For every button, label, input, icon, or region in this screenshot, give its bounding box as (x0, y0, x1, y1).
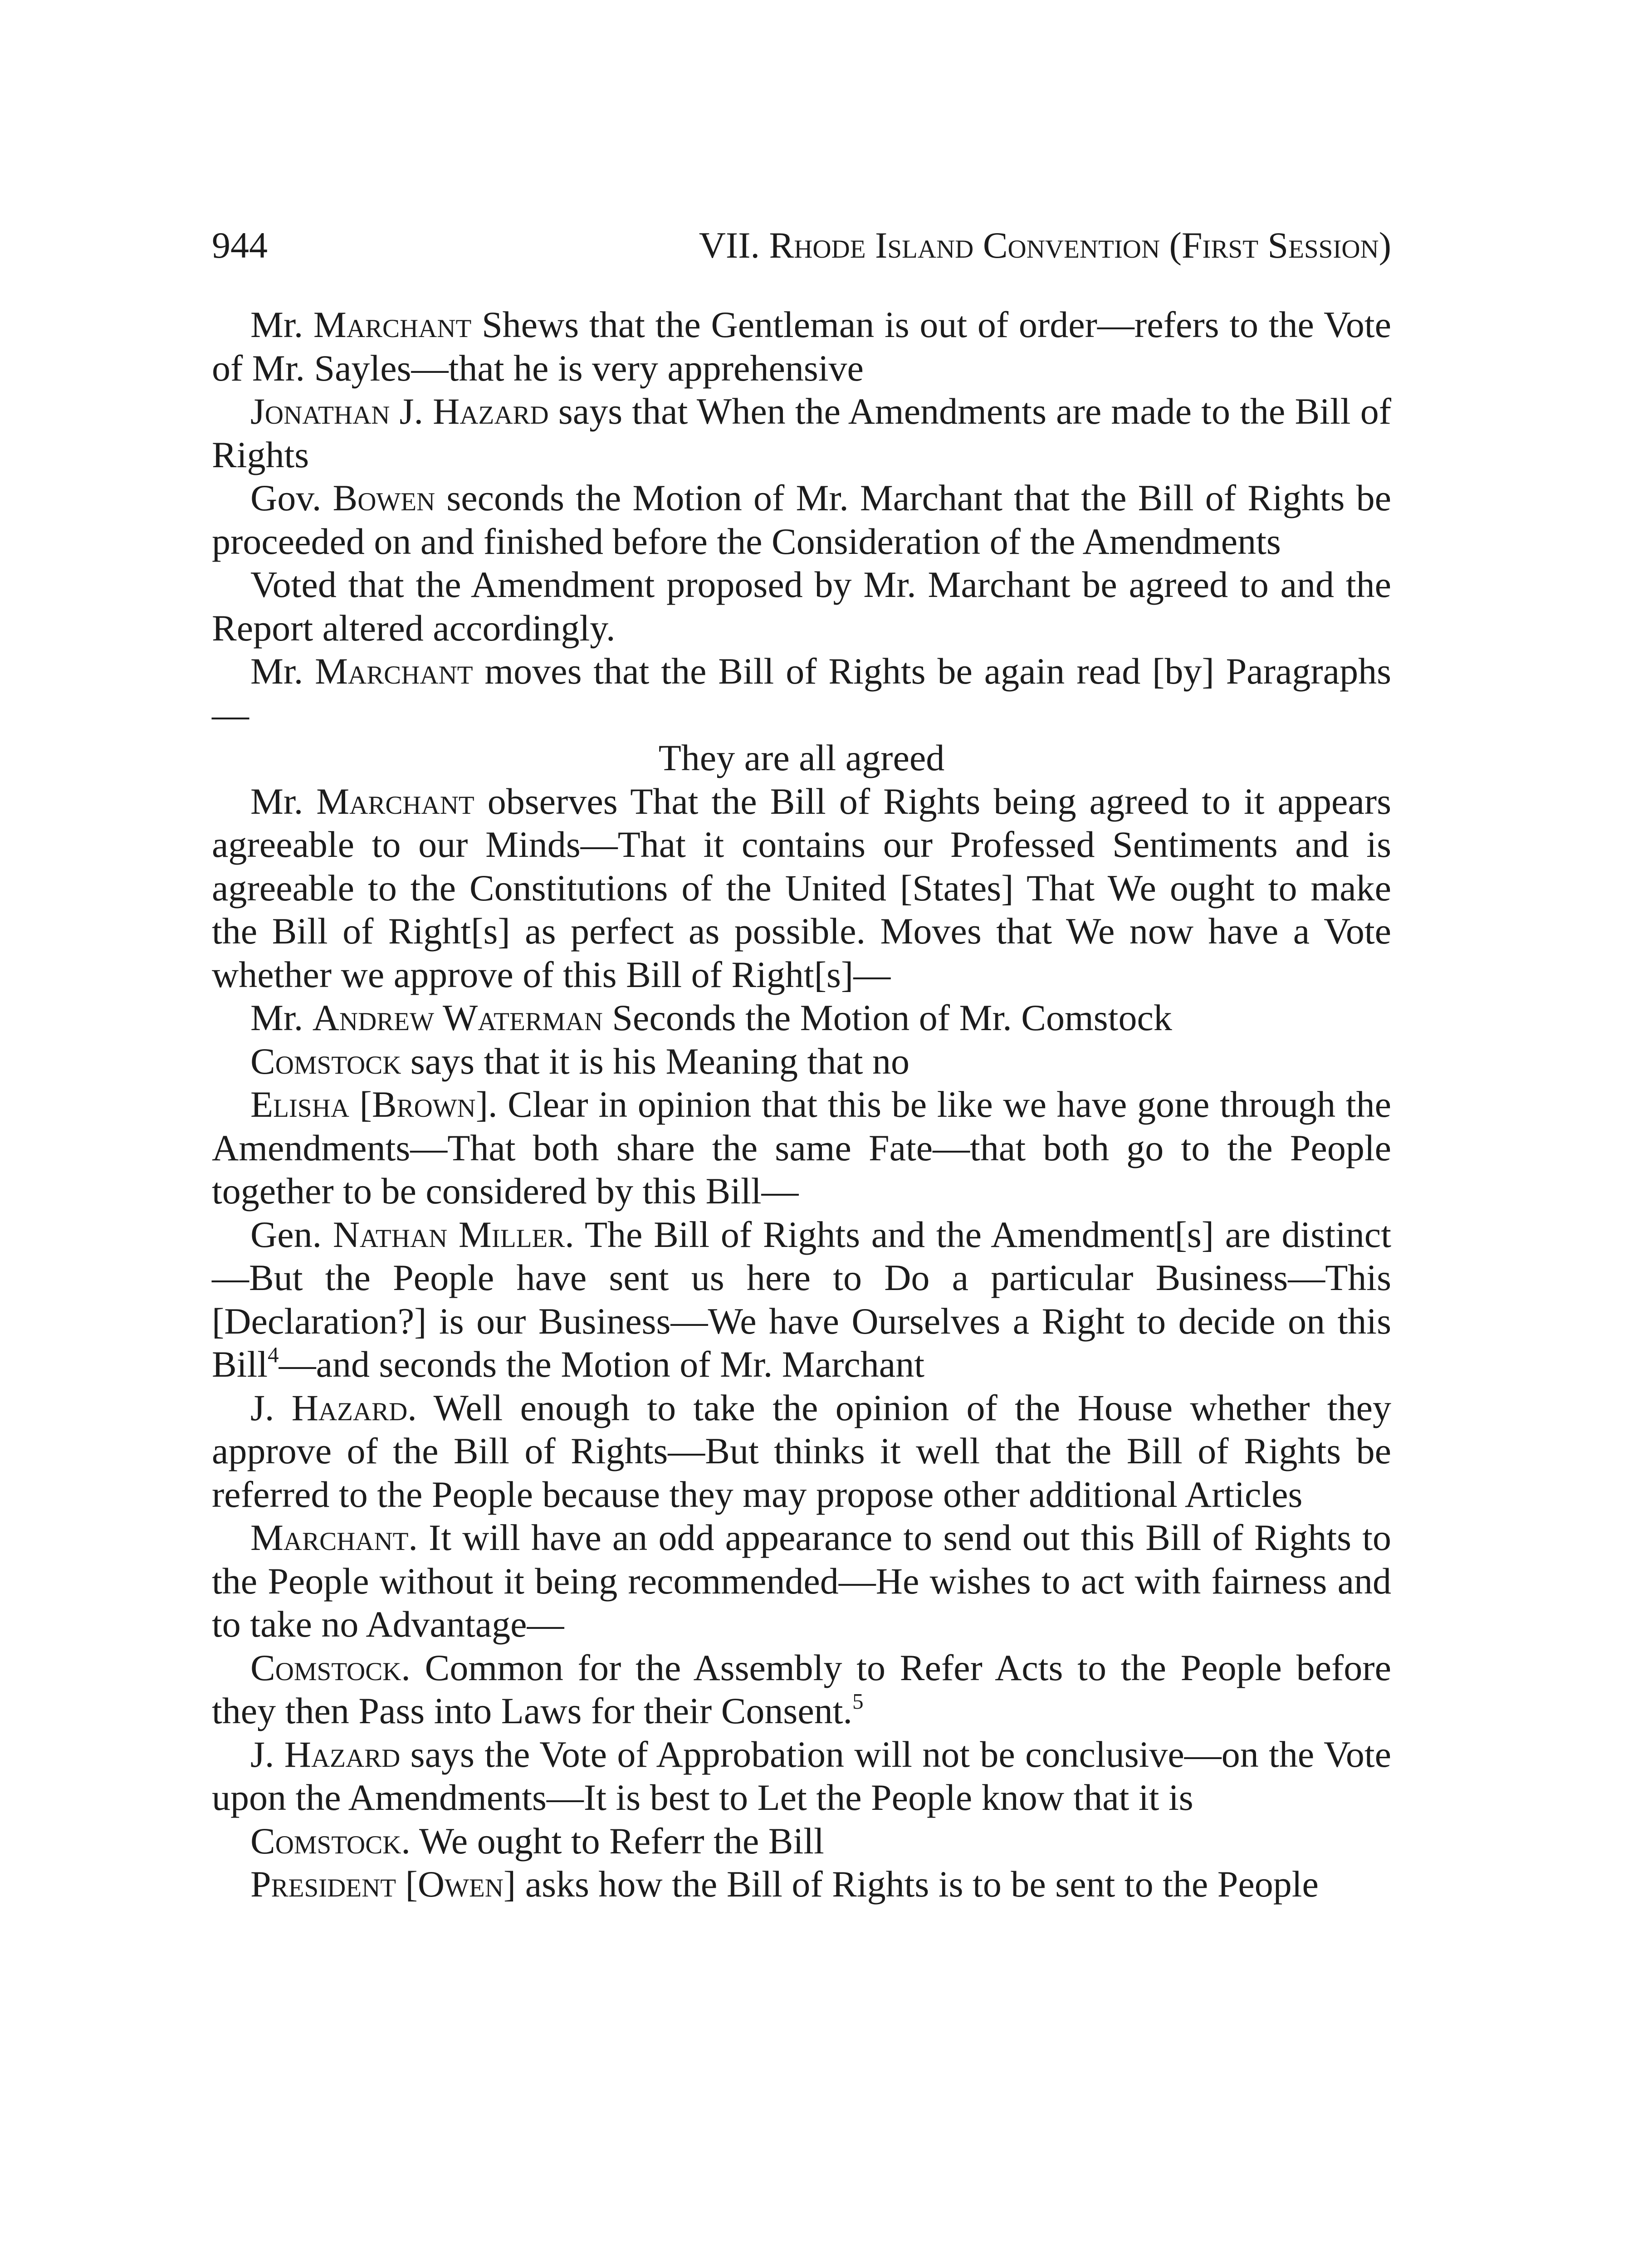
paragraph-text: [ (349, 1084, 372, 1125)
paragraph-text: seconds the Motion of Mr. Marchant that the Bill of Rights be proceeded on and finished before the Consideration of the Amendments (212, 477, 1391, 562)
speaker-name: Bowen (332, 477, 435, 518)
paragraph (212, 1516, 1391, 1646)
paragraph-text: They are all agreed (658, 737, 945, 778)
speaker-name: Jonathan (250, 391, 390, 432)
paragraph (212, 1040, 1391, 1083)
paragraph-text: observes That the Bill of Rights being agreed to it appears agreeable to our Minds—That it contains our Professed Sentiments and is agreeable to the Constitutions of the United [States] That We ought to make the Bill of Right[s] as perfect as possible. Moves that We now have a Vote whether we approve of this Bill of Right[s]— (212, 780, 1391, 995)
paragraph-text: Seconds the Motion of Mr. Comstock (602, 997, 1172, 1038)
speaker-name: Marchant (250, 1517, 409, 1558)
paragraph-text: says that it is his Meaning that no (401, 1040, 909, 1082)
paragraph (212, 1862, 1391, 1906)
paragraph (212, 996, 1391, 1040)
speaker-name: Marchant (315, 650, 473, 692)
paragraph (212, 303, 1391, 390)
speaker-name: Nathan Miller (332, 1213, 565, 1255)
speaker-name: Marchant (313, 304, 472, 345)
paragraph-text: says that When the Amendments are made to the Bill of Rights (212, 391, 1391, 475)
body-text (212, 303, 1391, 1906)
page-number: 944 (212, 225, 268, 266)
paragraph (212, 390, 1391, 476)
paragraph (212, 476, 1391, 563)
footnote-marker: 4 (268, 1342, 279, 1368)
paragraph-text: ]. Clear in opinion that this be like we have gone through the Amendments—That both share the same Fate—that both go to the People together to be considered by this Bill— (212, 1084, 1391, 1212)
paragraph-text: Mr. (250, 997, 313, 1038)
paragraph-text: Mr. (250, 304, 313, 345)
paragraph (212, 780, 1391, 997)
paragraph-text: . We ought to Referr the Bill (401, 1820, 824, 1862)
paragraph (212, 1819, 1391, 1863)
paragraph-text: says the Vote of Approbation will not be conclusive—on the Vote upon the Amendments—It is best to Let the People know that it is (212, 1733, 1391, 1818)
paragraph (212, 1213, 1391, 1386)
paragraph-text: . The Bill of Rights and the Amendment[s] are distinct—But the People have sent us here to Do a particular Business—This [Declaration?] is our Business—We have Ourselves a Right to decide on this Bill (212, 1213, 1391, 1385)
speaker-name: Owen (417, 1863, 504, 1905)
paragraph-text: [ (396, 1863, 418, 1905)
speaker-name: Elisha (250, 1084, 349, 1125)
paragraph-text: . It will have an odd appearance to send out this Bill of Rights to the People without it being recommended—He wishes to act with fairness and to take no Advantage— (212, 1517, 1391, 1645)
paragraph (212, 1733, 1391, 1819)
paragraph (212, 1386, 1391, 1516)
footnote-marker: 5 (852, 1689, 864, 1714)
paragraph-text: J. (250, 1387, 292, 1428)
speaker-name: Comstock (250, 1040, 401, 1082)
speaker-name: Brown (372, 1084, 476, 1125)
speaker-name: Andrew Waterman (312, 997, 603, 1038)
paragraph-text: Mr. (250, 650, 315, 692)
paragraph (212, 1083, 1391, 1213)
paragraph-text: moves that the Bill of Rights be again read [by] Paragraphs— (212, 650, 1391, 735)
paragraph-text: Shews that the Gentleman is out of order—refers to the Vote of Mr. Sayles—that he is very apprehensive (212, 304, 1391, 389)
paragraph (212, 650, 1391, 736)
paragraph-text: Gen. (250, 1213, 333, 1255)
paragraph-text: Gov. (250, 477, 333, 518)
speaker-name: Hazard (284, 1733, 401, 1775)
paragraph (212, 1646, 1391, 1733)
paragraph-text: Mr. (250, 780, 317, 822)
speaker-name: Hazard (433, 391, 549, 432)
paragraph-text: J. (250, 1733, 284, 1775)
speaker-name: Marchant (316, 780, 474, 822)
running-head (212, 214, 1391, 277)
paragraph-text: Voted that the Amendment proposed by Mr. Marchant be agreed to and the Report altered accordingly. (212, 564, 1391, 649)
speaker-name: Comstock (250, 1820, 401, 1862)
paragraph-text: . Well enough to take the opinion of the House whether they approve of the Bill of Rights—But thinks it well that the Bill of Rights be referred to the People because they may propose other additional Articles (212, 1387, 1391, 1515)
paragraph-text: ] asks how the Bill of Rights is to be sent to the People (503, 1863, 1319, 1905)
running-head-title: VII. Rhode Island Convention (First Session) (699, 225, 1391, 266)
paragraph-text: —and seconds the Motion of Mr. Marchant (279, 1344, 924, 1385)
paragraph-text: . Common for the Assembly to Refer Acts to the People before they then Pass into Laws for their Consent. (212, 1647, 1391, 1731)
paragraph (212, 563, 1391, 650)
speaker-name: Comstock (250, 1647, 401, 1688)
speaker-name: President (250, 1863, 396, 1905)
centered-note (212, 736, 1391, 780)
speaker-name: Hazard (291, 1387, 408, 1428)
paragraph-text: J. (390, 391, 433, 432)
